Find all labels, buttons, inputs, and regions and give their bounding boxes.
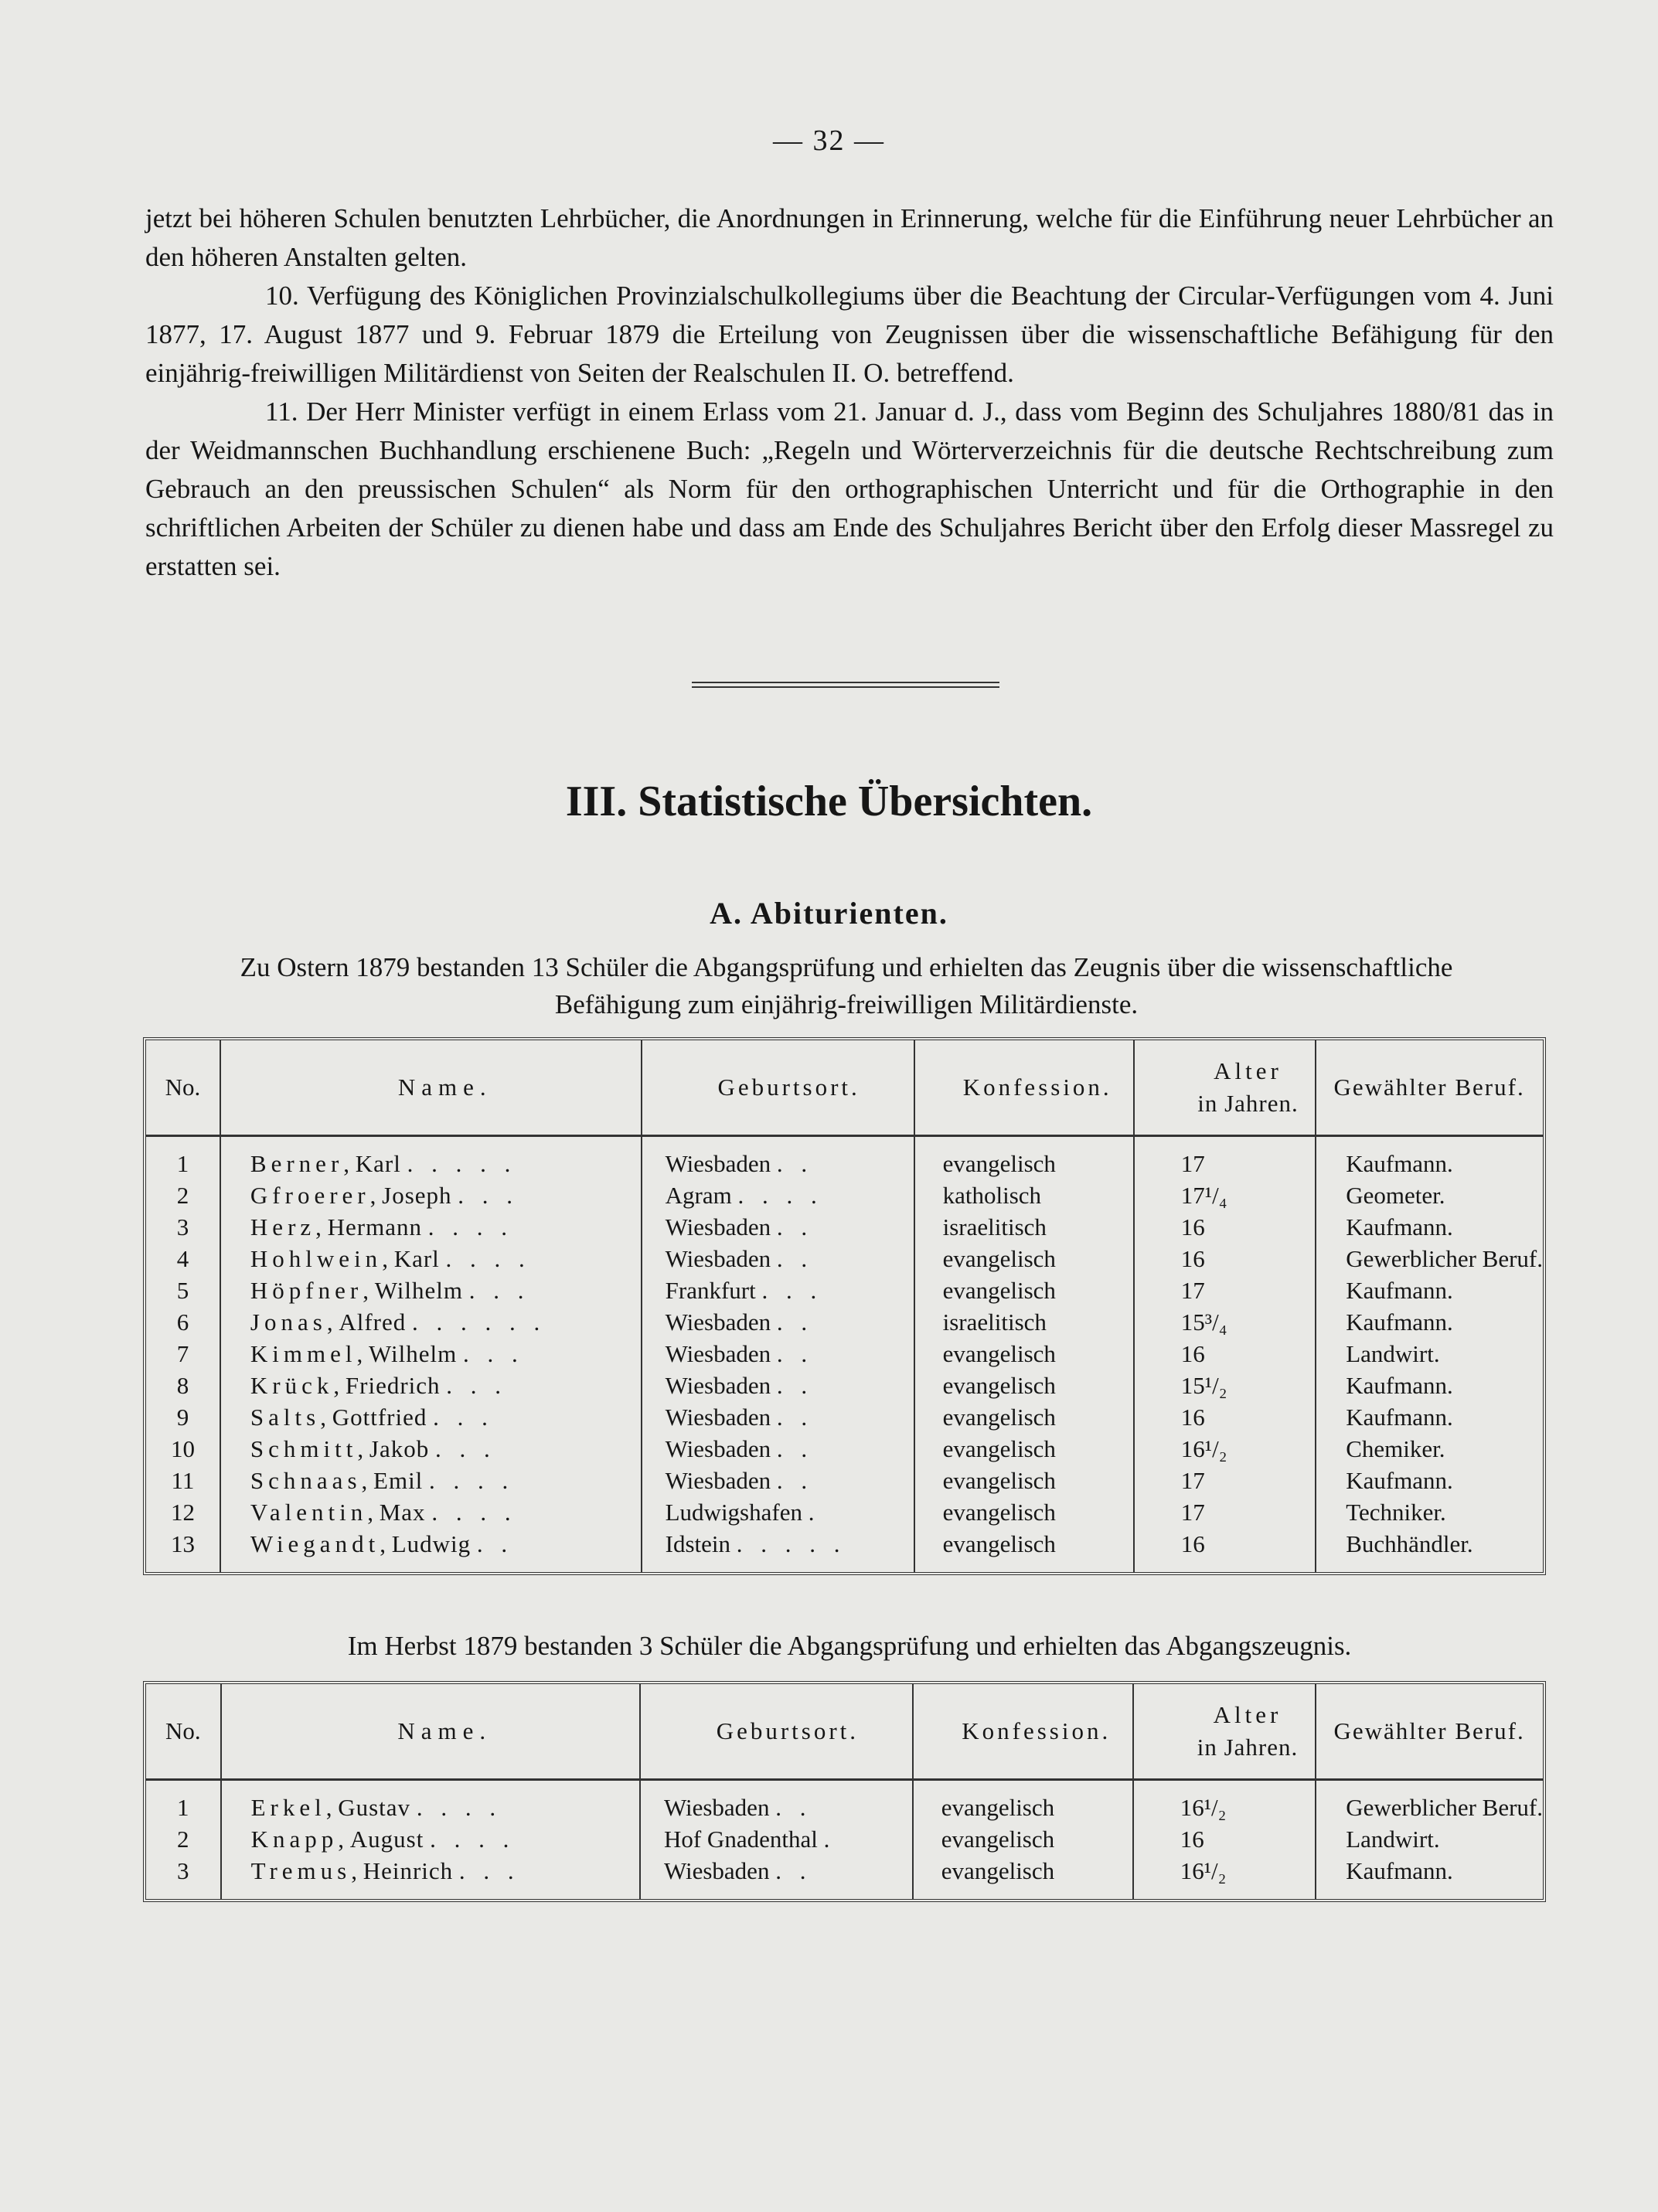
header-no: No.: [146, 1684, 221, 1780]
autumn-table-body: [146, 1780, 1543, 1900]
student-name: [220, 1243, 642, 1274]
age: 16: [1134, 1211, 1316, 1243]
leader-dots: . . .: [458, 1181, 519, 1209]
confession: evangelisch: [914, 1433, 1134, 1465]
header-no: No.: [146, 1040, 220, 1136]
header-profession: Gewählter Beruf.: [1316, 1040, 1543, 1136]
student-given-name: Karl: [393, 1244, 440, 1272]
table-row: [146, 1243, 1543, 1274]
table-row: [146, 1274, 1543, 1306]
birthplace-text: Agram: [665, 1181, 732, 1209]
leader-dots: . . . . .: [407, 1149, 517, 1177]
student-surname: Salts: [250, 1403, 321, 1431]
age: 17: [1134, 1496, 1316, 1528]
student-name: [221, 1823, 640, 1855]
student-surname: Schnaas: [250, 1466, 362, 1494]
row-number: 12: [146, 1496, 220, 1528]
student-name: [220, 1496, 642, 1528]
leader-dots: . .: [775, 1793, 812, 1821]
table-row: [146, 1792, 1543, 1823]
confession: evangelisch: [913, 1855, 1133, 1887]
leader-dots: . . . .: [416, 1793, 502, 1821]
birthplace: [642, 1338, 914, 1370]
row-number: 8: [146, 1370, 220, 1401]
name-comma: ,: [326, 1308, 339, 1336]
header-name: Name.: [221, 1684, 640, 1780]
age: 16: [1134, 1401, 1316, 1433]
student-surname: Wiegandt: [250, 1530, 380, 1557]
birthplace: [642, 1148, 914, 1179]
birthplace-text: Frankfurt: [665, 1276, 756, 1304]
leader-dots: . .: [776, 1371, 814, 1399]
header-age: [1133, 1684, 1316, 1780]
birthplace: [642, 1528, 914, 1560]
table-row: [146, 1433, 1543, 1465]
age: 16: [1134, 1338, 1316, 1370]
birthplace: [642, 1211, 914, 1243]
confession: evangelisch: [914, 1274, 1134, 1306]
student-given-name: Gustav: [338, 1793, 411, 1821]
row-number: 9: [146, 1401, 220, 1433]
leader-dots: . . . . . .: [411, 1308, 546, 1336]
student-name: [221, 1855, 640, 1887]
leader-dots: . . .: [458, 1856, 520, 1884]
student-surname: Valentin: [250, 1498, 368, 1526]
leader-dots: . . .: [761, 1276, 823, 1304]
profession: Kaufmann.: [1346, 1856, 1453, 1884]
student-surname: Krück: [250, 1371, 334, 1399]
header-name: Name.: [220, 1040, 642, 1136]
profession: Kaufmann.: [1346, 1308, 1453, 1336]
student-given-name: Max: [379, 1498, 426, 1526]
age: 16¹/₂: [1133, 1855, 1316, 1887]
age: 15³/₄: [1134, 1306, 1316, 1338]
birthplace-text: Wiesbaden: [665, 1434, 771, 1462]
birthplace: [642, 1433, 914, 1465]
confession: israelitisch: [914, 1211, 1134, 1243]
age: 15¹/₂: [1134, 1370, 1316, 1401]
birthplace: [642, 1465, 914, 1496]
section-title: III. Statistische Übersichten.: [565, 778, 1093, 825]
name-comma: ,: [338, 1825, 350, 1853]
autumn-table-header: [146, 1684, 1543, 1780]
leader-dots: . . .: [468, 1276, 530, 1304]
birthplace: [642, 1306, 914, 1338]
header-birthplace: Geburtsort.: [640, 1684, 913, 1780]
student-name: [220, 1465, 642, 1496]
spacer-row: [146, 1136, 1543, 1149]
paragraph-continuation: [145, 199, 1554, 277]
birthplace: [642, 1401, 914, 1433]
student-given-name: Karl: [355, 1149, 401, 1177]
table-row: [146, 1855, 1543, 1887]
header-birthplace: Geburtsort.: [642, 1040, 914, 1136]
leader-dots: . .: [776, 1308, 814, 1336]
student-name: [220, 1274, 642, 1306]
profession: Kaufmann.: [1346, 1276, 1453, 1304]
birthplace: [642, 1496, 914, 1528]
leader-dots: . .: [776, 1434, 814, 1462]
leader-dots: . .: [776, 1339, 814, 1367]
leader-dots: . . . .: [445, 1244, 531, 1272]
header-confession: Konfession.: [914, 1040, 1134, 1136]
profession: Kaufmann.: [1346, 1403, 1453, 1431]
birthplace-text: Wiesbaden: [665, 1466, 771, 1494]
leader-dots: . .: [476, 1530, 514, 1557]
birthplace: [642, 1370, 914, 1401]
leader-dots: .: [823, 1825, 836, 1853]
age: 16¹/₂: [1133, 1792, 1316, 1823]
student-surname: Erkel: [250, 1793, 326, 1821]
student-surname: Berner: [250, 1149, 344, 1177]
student-name: [221, 1792, 640, 1823]
student-given-name: August: [349, 1825, 424, 1853]
profession: Kaufmann.: [1346, 1466, 1453, 1494]
table-row: [146, 1306, 1543, 1338]
student-surname: Jonas: [250, 1308, 327, 1336]
name-comma: ,: [351, 1856, 363, 1884]
row-number: 10: [146, 1433, 220, 1465]
student-surname: Herz: [250, 1213, 316, 1240]
student-surname: Hohlwein: [250, 1244, 383, 1272]
birthplace-text: Ludwigshafen: [665, 1498, 802, 1526]
confession: evangelisch: [914, 1370, 1134, 1401]
leader-dots: . . . .: [737, 1181, 823, 1209]
confession: evangelisch: [914, 1401, 1134, 1433]
birthplace: [642, 1179, 914, 1211]
table-row: [146, 1528, 1543, 1560]
easter-table: [143, 1037, 1546, 1575]
student-name: [220, 1528, 642, 1560]
row-number: 1: [146, 1148, 220, 1179]
student-surname: Knapp: [250, 1825, 339, 1853]
age: 16¹/₂: [1134, 1433, 1316, 1465]
student-given-name: Wilhelm: [374, 1276, 463, 1304]
confession: israelitisch: [914, 1306, 1134, 1338]
birthplace-text: Wiesbaden: [663, 1856, 770, 1884]
student-surname: Höpfner: [250, 1276, 363, 1304]
paragraph-10: [145, 277, 1554, 393]
student-given-name: Alfred: [339, 1308, 407, 1336]
row-number: 13: [146, 1528, 220, 1560]
header-age-line2: in Jahren.: [1197, 1090, 1299, 1117]
age: 17: [1134, 1274, 1316, 1306]
leader-dots: . .: [776, 1244, 814, 1272]
row-number: 6: [146, 1306, 220, 1338]
student-given-name: Jakob: [369, 1434, 430, 1462]
paragraph-11: [145, 393, 1554, 586]
row-number: 7: [146, 1338, 220, 1370]
profession: Kaufmann.: [1346, 1149, 1453, 1177]
leader-dots: . .: [775, 1856, 812, 1884]
leader-dots: . . . . .: [736, 1530, 846, 1557]
student-surname: Schmitt: [250, 1434, 358, 1462]
student-name: [220, 1401, 642, 1433]
age: 16: [1133, 1823, 1316, 1855]
student-given-name: Heinrich: [363, 1856, 454, 1884]
birthplace-text: Idstein: [665, 1530, 730, 1557]
profession: Buchhändler.: [1346, 1530, 1473, 1557]
leader-dots: . .: [776, 1403, 814, 1431]
profession: Kaufmann.: [1346, 1213, 1453, 1240]
table-row: [146, 1148, 1543, 1179]
age: 16: [1134, 1528, 1316, 1560]
student-given-name: Wilhelm: [369, 1339, 458, 1367]
row-number: 3: [146, 1855, 221, 1887]
paragraph-11-text: 11. Der Herr Minister verfügt in einem Erlass vom 21. Januar d. J., dass vom Beginn des Schuljahres 1880/81 das in der Weidmannschen Buchhandlung erschienene Buch: „Regeln und Wörterverzeichnis für die deutsche Rechtschreibung zum Gebrauch an den preussischen Schulen“ als Norm für den orthographischen Unterricht und für die Orthographie in den schriftlichen Arbeiten der Schüler zu dienen habe und dass am Ende des Schuljahres Bericht über den Erfolg dieser Massregel zu erstatten sei.: [145, 396, 1554, 581]
name-comma: ,: [325, 1793, 339, 1821]
paragraph-10-text: 10. Verfügung des Königlichen Provinzialschulkollegiums über die Beachtung der Circular-Verfügungen vom 4. Juni 1877, 17. August 1877 und 9. Februar 1879 die Erteilung von Zeugnissen über die wissenschaftliche Befähigung für den einjährig-freiwilligen Militärdienst von Seiten der Realschulen II. O. betreffend.: [145, 281, 1554, 388]
confession: evangelisch: [913, 1823, 1133, 1855]
student-given-name: Emil: [373, 1466, 424, 1494]
student-name: [220, 1211, 642, 1243]
table-row: [146, 1338, 1543, 1370]
row-number: 2: [146, 1823, 221, 1855]
confession: evangelisch: [914, 1243, 1134, 1274]
name-comma: ,: [315, 1213, 328, 1240]
table-row: [146, 1465, 1543, 1496]
confession: katholisch: [914, 1179, 1134, 1211]
leader-dots: . .: [776, 1213, 814, 1240]
name-comma: ,: [333, 1371, 346, 1399]
table-row: [146, 1179, 1543, 1211]
profession: Kaufmann.: [1346, 1371, 1453, 1399]
student-given-name: Joseph: [382, 1181, 452, 1209]
student-given-name: Friedrich: [345, 1371, 441, 1399]
profession: Gewerblicher Beruf.: [1346, 1244, 1543, 1272]
leader-dots: . . . .: [429, 1466, 515, 1494]
leader-dots: . . .: [463, 1339, 524, 1367]
autumn-intro-text: Im Herbst 1879 bestanden 3 Schüler die Abgangsprüfung und erhielten das Abgangszeugnis.: [347, 1631, 1352, 1661]
birthplace-text: Wiesbaden: [665, 1149, 771, 1177]
birthplace-text: Wiesbaden: [665, 1308, 771, 1336]
birthplace-text: Wiesbaden: [665, 1244, 771, 1272]
page-number: — 32 —: [773, 124, 885, 157]
name-comma: ,: [363, 1276, 375, 1304]
name-comma: ,: [380, 1530, 392, 1557]
birthplace-text: Wiesbaden: [665, 1339, 771, 1367]
confession: evangelisch: [914, 1148, 1134, 1179]
birthplace: [642, 1243, 914, 1274]
student-name: [220, 1370, 642, 1401]
leader-dots: . . .: [446, 1371, 508, 1399]
age: 17: [1134, 1465, 1316, 1496]
subsection-title: A. Abiturienten.: [710, 896, 948, 931]
confession: evangelisch: [914, 1465, 1134, 1496]
profession: Landwirt.: [1346, 1825, 1440, 1853]
birthplace: [642, 1274, 914, 1306]
student-name: [220, 1148, 642, 1179]
profession: Geometer.: [1346, 1181, 1445, 1209]
header-confession: Konfession.: [913, 1684, 1133, 1780]
birthplace-text: Wiesbaden: [665, 1213, 771, 1240]
name-comma: ,: [356, 1339, 369, 1367]
name-comma: ,: [367, 1498, 380, 1526]
birthplace-text: Wiesbaden: [663, 1793, 770, 1821]
leader-dots: .: [808, 1498, 821, 1526]
table-row: [146, 1211, 1543, 1243]
name-comma: ,: [369, 1181, 383, 1209]
age: 17: [1134, 1148, 1316, 1179]
row-number: 1: [146, 1792, 221, 1823]
birthplace: [640, 1792, 913, 1823]
row-number: 2: [146, 1179, 220, 1211]
age: 16: [1134, 1243, 1316, 1274]
row-number: 5: [146, 1274, 220, 1306]
profession: Chemiker.: [1346, 1434, 1445, 1462]
student-surname: Kimmel: [250, 1339, 357, 1367]
easter-table-body: [146, 1136, 1543, 1573]
table-row: [146, 1401, 1543, 1433]
header-age-line1: Alter: [1213, 1701, 1282, 1728]
section-divider: [692, 682, 999, 691]
confession: evangelisch: [914, 1496, 1134, 1528]
student-given-name: Gottfried: [332, 1403, 427, 1431]
student-surname: Gfroerer: [250, 1181, 370, 1209]
spacer-row: [146, 1780, 1543, 1792]
student-name: [220, 1179, 642, 1211]
student-name: [220, 1306, 642, 1338]
confession: evangelisch: [914, 1528, 1134, 1560]
leader-dots: . .: [776, 1149, 814, 1177]
spacer-row: [146, 1560, 1543, 1572]
profession: Landwirt.: [1346, 1339, 1440, 1367]
student-name: [220, 1338, 642, 1370]
table-row: [146, 1496, 1543, 1528]
paragraph-9-text: jetzt bei höheren Schulen benutzten Lehrbücher, die Anordnungen in Erinnerung, welche für die Einführung neuer Lehrbücher an den höheren Anstalten gelten.: [145, 203, 1554, 272]
name-comma: ,: [382, 1244, 394, 1272]
name-comma: ,: [361, 1466, 374, 1494]
confession: evangelisch: [914, 1338, 1134, 1370]
student-given-name: Hermann: [327, 1213, 422, 1240]
birthplace: [640, 1855, 913, 1887]
leader-dots: . . .: [434, 1434, 496, 1462]
table-row: [146, 1370, 1543, 1401]
header-age-line2: in Jahren.: [1197, 1734, 1299, 1761]
age: 17¹/₄: [1134, 1179, 1316, 1211]
spacer-row: [146, 1887, 1543, 1899]
student-surname: Tremus: [250, 1856, 352, 1884]
leader-dots: . .: [776, 1466, 814, 1494]
profession: Gewerblicher Beruf.: [1346, 1793, 1543, 1821]
student-given-name: Ludwig: [391, 1530, 472, 1557]
easter-intro-text: Zu Ostern 1879 bestanden 13 Schüler die Abgangsprüfung und erhielten das Zeugnis über die wissenschaftliche Befähigung zum einjährig-freiwilligen Militärdienste.: [240, 952, 1453, 1019]
birthplace-text: Hof Gnadenthal: [663, 1825, 818, 1853]
confession: evangelisch: [913, 1792, 1133, 1823]
leader-dots: . . .: [433, 1403, 494, 1431]
profession: Techniker.: [1346, 1498, 1446, 1526]
autumn-table: [143, 1681, 1546, 1902]
leader-dots: . . . .: [431, 1498, 517, 1526]
header-profession: Gewählter Beruf.: [1316, 1684, 1543, 1780]
birthplace: [640, 1823, 913, 1855]
table-row: [146, 1823, 1543, 1855]
name-comma: ,: [343, 1149, 356, 1177]
name-comma: ,: [320, 1403, 332, 1431]
header-age: [1134, 1040, 1316, 1136]
row-number: 4: [146, 1243, 220, 1274]
easter-table-header: [146, 1040, 1543, 1136]
header-age-line1: Alter: [1214, 1057, 1282, 1084]
name-comma: ,: [357, 1434, 369, 1462]
leader-dots: . . . .: [430, 1825, 516, 1853]
row-number: 3: [146, 1211, 220, 1243]
row-number: 11: [146, 1465, 220, 1496]
birthplace-text: Wiesbaden: [665, 1371, 771, 1399]
birthplace-text: Wiesbaden: [665, 1403, 771, 1431]
student-name: [220, 1433, 642, 1465]
leader-dots: . . . .: [427, 1213, 513, 1240]
